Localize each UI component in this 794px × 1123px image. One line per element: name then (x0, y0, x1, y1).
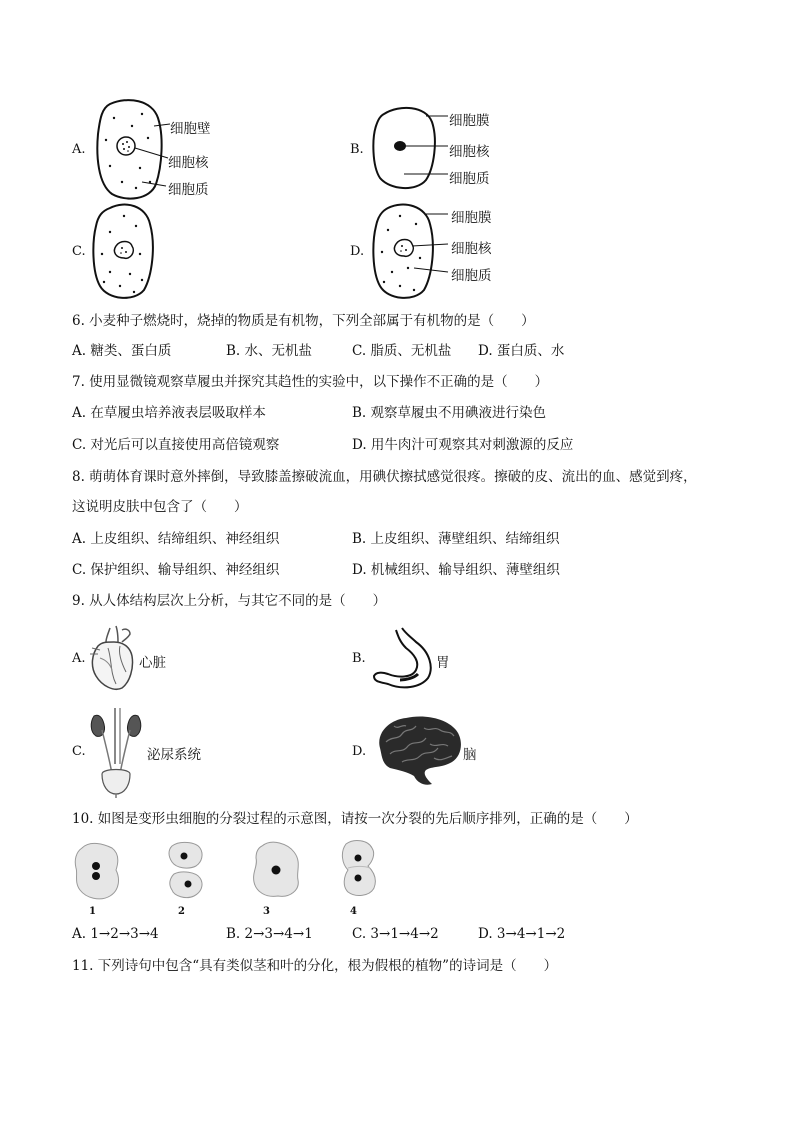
heart-icon (88, 624, 138, 694)
option-letter: B. (352, 651, 366, 666)
label-cytoplasm: 细胞质 (451, 268, 492, 284)
figure-number: 2 (178, 906, 185, 917)
question-8-option-b[interactable]: B. 上皮组织、薄壁组织、结缔组织 (352, 531, 560, 547)
question-8-option-a[interactable]: A. 上皮组织、结缔组织、神经组织 (72, 531, 280, 547)
question-7-option-b[interactable]: B. 观察草履虫不用碘液进行染色 (352, 405, 547, 421)
animal-cell-b-diagram (370, 104, 450, 194)
label-nucleus: 细胞核 (451, 241, 492, 257)
question-6-option-a[interactable]: A. 糖类、蛋白质 (72, 343, 172, 359)
question-8-stem-line2: 这说明皮肤中包含了（ ） (72, 499, 248, 515)
question-7-option-c[interactable]: C. 对光后可以直接使用高倍镜观察 (72, 437, 280, 453)
amoeba-cell-icon (166, 840, 206, 900)
amoeba-cell-icon (338, 838, 380, 900)
question-7-option-a[interactable]: A. 在草履虫培养液表层吸取样本 (72, 405, 266, 421)
question-8-option-d[interactable]: D. 机械组织、输导组织、薄壁组织 (352, 562, 560, 578)
organ-label: 心脏 (139, 655, 166, 671)
option-letter: B. (350, 142, 364, 157)
question-10-stem: 10. 如图是变形虫细胞的分裂过程的示意图，请按一次分裂的先后顺序排列，正确的是（ ） (72, 811, 638, 827)
figure-number: 3 (263, 906, 270, 917)
label-cell-membrane: 细胞膜 (451, 210, 492, 226)
figure-number: 1 (89, 906, 96, 917)
label-nucleus: 细胞核 (449, 144, 490, 160)
label-nucleus: 细胞核 (168, 155, 209, 171)
cell-c-diagram (90, 202, 160, 302)
question-6-option-c[interactable]: C. 脂质、无机盐 (352, 343, 452, 359)
figure-number: 4 (350, 906, 357, 917)
label-cell-wall: 细胞壁 (170, 121, 211, 137)
question-11-stem: 11. 下列诗句中包含“具有类似茎和叶的分化，根为假根的植物”的诗词是（ ） (72, 958, 558, 974)
option-letter: C. (72, 744, 86, 759)
question-8-option-c[interactable]: C. 保护组织、输导组织、神经组织 (72, 562, 280, 578)
cell-d-diagram (370, 202, 450, 302)
option-letter: D. (350, 244, 365, 259)
question-8-stem-line1: 8. 萌萌体育课时意外摔倒，导致膝盖擦破流血，用碘伏擦拭感觉很疼。擦破的皮、流出的血、感觉到疼， (72, 469, 697, 485)
label-cell-membrane: 细胞膜 (449, 113, 490, 129)
organ-label: 胃 (436, 655, 450, 671)
organ-label: 脑 (463, 747, 477, 763)
question-10-option-d[interactable]: D. 3→4→1→2 (478, 926, 566, 942)
urinary-system-icon (88, 708, 146, 798)
plant-cell-a-diagram (92, 96, 172, 206)
amoeba-cell-icon (72, 840, 122, 902)
question-6-option-b[interactable]: B. 水、无机盐 (226, 343, 313, 359)
amoeba-cell-icon (250, 840, 302, 900)
question-10-option-b[interactable]: B. 2→3→4→1 (226, 926, 313, 942)
stomach-icon (372, 624, 436, 690)
option-letter: A. (72, 142, 86, 157)
question-9-stem: 9. 从人体结构层次上分析，与其它不同的是（ ） (72, 593, 387, 609)
organ-label: 泌尿系统 (147, 747, 201, 763)
question-6-stem: 6. 小麦种子燃烧时，烧掉的物质是有机物，下列全部属于有机物的是（ ） (72, 313, 535, 329)
question-10-option-c[interactable]: C. 3→1→4→2 (352, 926, 439, 942)
label-cytoplasm: 细胞质 (168, 182, 209, 198)
question-6-option-d[interactable]: D. 蛋白质、水 (478, 343, 565, 359)
option-letter: D. (352, 744, 367, 759)
option-letter: A. (72, 651, 86, 666)
brain-icon (372, 714, 464, 786)
question-7-stem: 7. 使用显微镜观察草履虫并探究其趋性的实验中，以下操作不正确的是（ ） (72, 374, 549, 390)
question-10-option-a[interactable]: A. 1→2→3→4 (72, 926, 159, 942)
label-cytoplasm: 细胞质 (449, 171, 490, 187)
option-letter: C. (72, 244, 86, 259)
question-7-option-d[interactable]: D. 用牛肉汁可观察其对刺激源的反应 (352, 437, 574, 453)
